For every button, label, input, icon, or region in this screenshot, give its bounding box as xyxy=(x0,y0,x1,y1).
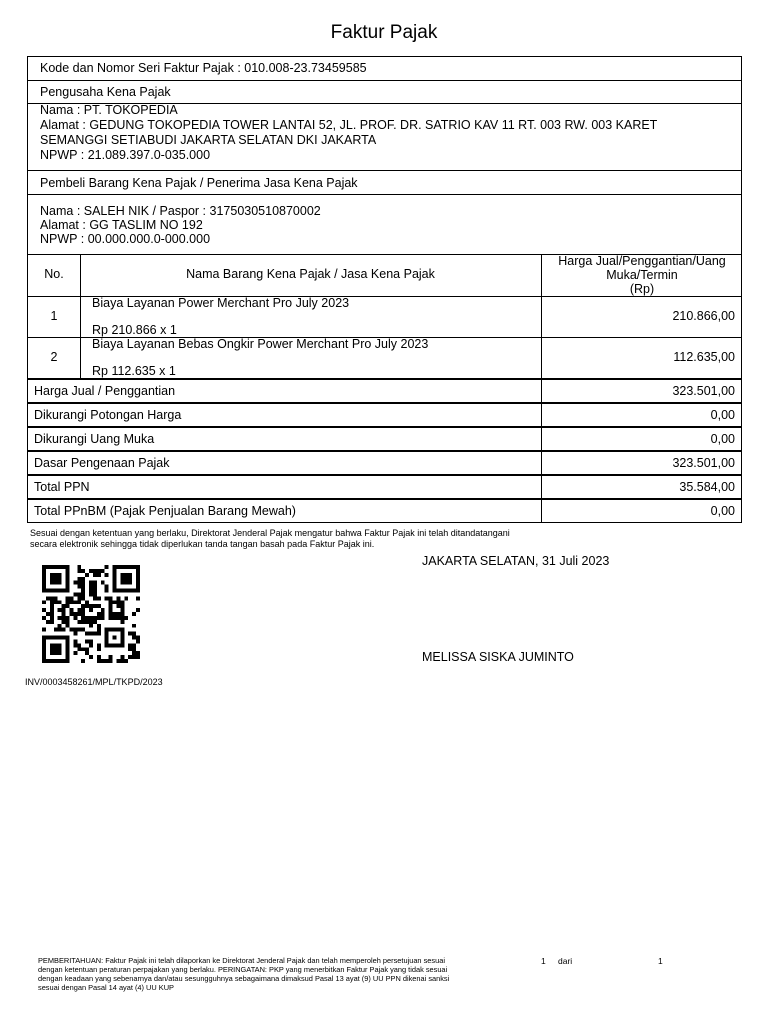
summary-label: Dikurangi Potongan Harga xyxy=(34,408,182,422)
summary-value: 323.501,00 xyxy=(672,384,735,398)
item-no: 2 xyxy=(50,350,58,364)
e-signature-notice xyxy=(30,528,510,550)
col-header-price xyxy=(541,254,743,296)
pkp-address-line1: Alamat : GEDUNG TOKOPEDIA TOWER LANTAI 52, JL. PROF. DR. SATRIO KAV 11 RT. 003 RW. 003 KARET xyxy=(40,118,658,132)
summary-value: 35.584,00 xyxy=(679,480,735,494)
footer-line: PEMBERITAHUAN: Faktur Pajak ini telah dilaporkan ke Direktorat Jenderal Pajak dan telah memperoleh persetujuan sesuai xyxy=(38,956,445,965)
footer-line: dengan ketentuan peraturan perpajakan yang berlaku. PERINGATAN: PKP yang menerbitkan Faktur Pajak yang tidak sesuai xyxy=(38,965,448,974)
pkp-address-line2: SEMANGGI SETIABUDI JAKARTA SELATAN DKI JAKARTA xyxy=(40,133,377,147)
item-name: Biaya Layanan Power Merchant Pro July 2023 xyxy=(92,296,350,310)
serial-number: Kode dan Nomor Seri Faktur Pajak : 010.008-23.73459585 xyxy=(40,61,367,75)
col-header-price-line3: (Rp) xyxy=(629,282,655,296)
footer-line: sesuai dengan Pasal 14 ayat (4) UU KUP xyxy=(38,983,174,992)
serial-number-row xyxy=(27,56,742,81)
summary-label: Harga Jual / Penggantian xyxy=(34,384,176,398)
pkp-heading: Pengusaha Kena Pajak xyxy=(40,85,171,99)
buyer-npwp: NPWP : 00.000.000.0-000.000 xyxy=(40,232,211,246)
pkp-details xyxy=(27,103,742,171)
summary-label: Total PPN xyxy=(34,480,90,494)
page-current: 1 xyxy=(541,956,546,966)
pkp-npwp: NPWP : 21.089.397.0-035.000 xyxy=(40,148,211,162)
footer-notice xyxy=(38,956,449,992)
summary-row xyxy=(27,475,742,499)
invoice-reference: INV/0003458261/MPL/TKPD/2023 xyxy=(25,677,163,687)
summary-value: 0,00 xyxy=(710,408,735,422)
pkp-heading-row xyxy=(27,80,742,104)
signer-name: MELISSA SISKA JUMINTO xyxy=(422,650,574,664)
summary-value: 0,00 xyxy=(710,432,735,446)
item-no: 1 xyxy=(50,309,58,323)
pkp-name: Nama : PT. TOKOPEDIA xyxy=(40,103,178,117)
col-header-item-name: Nama Barang Kena Pajak / Jasa Kena Pajak xyxy=(186,267,435,281)
buyer-address: Alamat : GG TASLIM NO 192 xyxy=(40,218,203,232)
item-detail: Rp 210.866 x 1 xyxy=(92,323,177,337)
summary-value: 0,00 xyxy=(710,504,735,518)
summary-label: Dikurangi Uang Muka xyxy=(34,432,155,446)
footer-line: dengan keadaan yang sebenarnya dan/atau sesungguhnya sebagaimana dimaksud Pasal 13 ayat (9) UU PPN dikenai sanksi xyxy=(38,974,450,983)
item-name: Biaya Layanan Bebas Ongkir Power Merchant Pro July 2023 xyxy=(92,337,429,351)
summary-label: Dasar Pengenaan Pajak xyxy=(34,456,170,470)
items-table xyxy=(27,254,742,379)
col-header-no: No. xyxy=(44,267,64,281)
buyer-name: Nama : SALEH NIK / Paspor : 3175030510870002 xyxy=(40,204,321,218)
buyer-details xyxy=(27,194,742,255)
item-price: 112.635,00 xyxy=(673,350,735,364)
summary-row xyxy=(27,499,742,523)
col-header-price-line2: Muka/Termin xyxy=(606,268,678,282)
place-date: JAKARTA SELATAN, 31 Juli 2023 xyxy=(422,554,610,568)
document-title: Faktur Pajak xyxy=(330,22,438,43)
summary-row xyxy=(27,451,742,475)
summary-value: 323.501,00 xyxy=(672,456,735,470)
item-price: 210.866,00 xyxy=(672,309,735,323)
notice-line: Sesuai dengan ketentuan yang berlaku, Direktorat Jenderal Pajak mengatur bahwa Faktur Pajak ini telah ditandatangani xyxy=(30,528,510,538)
summary-label: Total PPnBM (Pajak Penjualan Barang Mewah) xyxy=(34,504,296,518)
summary-row xyxy=(27,403,742,427)
buyer-heading-row xyxy=(27,170,742,195)
col-header-price-line1: Harga Jual/Penggantian/Uang xyxy=(558,254,726,268)
summary-row xyxy=(27,427,742,451)
item-detail: Rp 112.635 x 1 xyxy=(92,364,176,378)
page-of-label: dari xyxy=(558,956,573,966)
page-total: 1 xyxy=(658,956,663,966)
qr-code xyxy=(40,565,142,663)
notice-line: secara elektronik sehingga tidak diperlukan tanda tangan basah pada Faktur Pajak ini. xyxy=(30,539,375,549)
buyer-heading: Pembeli Barang Kena Pajak / Penerima Jasa Kena Pajak xyxy=(40,176,358,190)
summary-row xyxy=(27,379,742,403)
